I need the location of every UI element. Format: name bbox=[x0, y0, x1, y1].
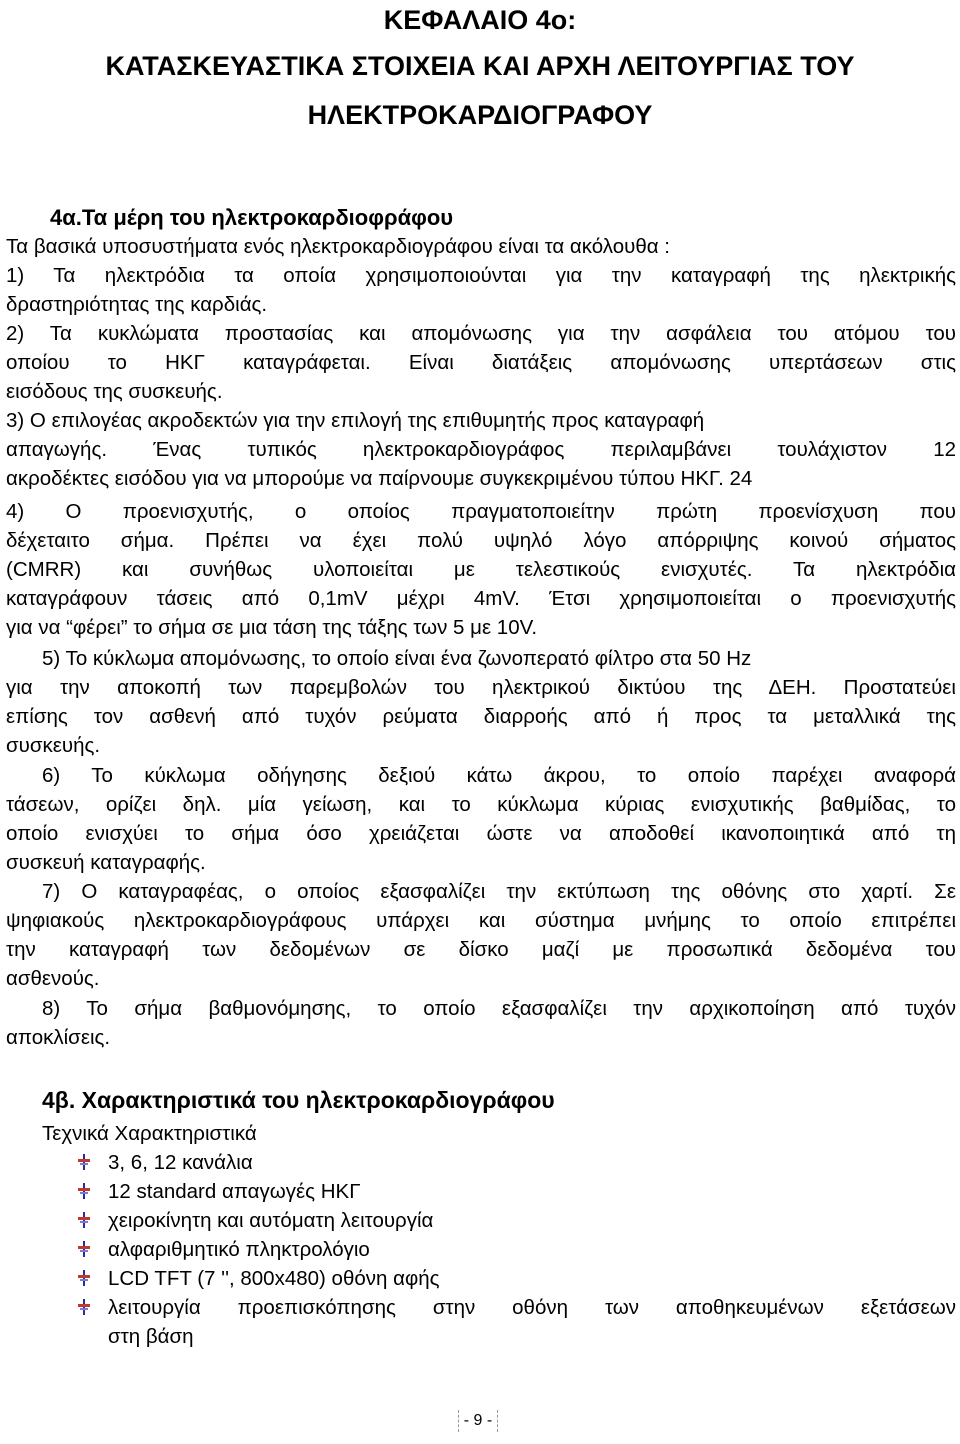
paragraph-line: ασθενούς. bbox=[6, 967, 100, 990]
chapter-subtitle-line-2: ΗΛΕΚΤΡΟΚΑΡΔΙΟΓΡΑΦΟΥ bbox=[307, 100, 653, 130]
pushpin-bullet-icon bbox=[76, 1212, 92, 1228]
paragraph-line: συσκευή καταγραφής. bbox=[6, 851, 206, 874]
paragraph-line: Τα βασικά υποσυστήματα ενός ηλεκτροκαρδιογράφου είναι τα ακόλουθα : bbox=[6, 235, 670, 258]
chapter-title: ΚΕΦΑΛΑΙΟ 4ο: bbox=[383, 5, 577, 35]
section-4b-heading: 4β. Χαρακτηριστικά του ηλεκτροκαρδιογράφου bbox=[42, 1087, 555, 1113]
paragraph-line: 8) Το σήμα βαθμονόμησης, το οποίο εξασφαλίζει την αρχικοποίηση από τυχόν bbox=[42, 997, 956, 1020]
paragraph-line: εισόδους της συσκευής. bbox=[6, 380, 223, 403]
paragraph-line: 2) Τα κυκλώματα προστασίας και απομόνωσης για την ασφάλεια του ατόμου του bbox=[6, 322, 956, 345]
chapter-subtitle-line-1: ΚΑΤΑΣΚΕΥΑΣΤΙΚΑ ΣΤΟΙΧΕΙΑ ΚΑΙ ΑΡΧΗ ΛΕΙΤΟΥΡΓΙΑΣ ΤΟΥ bbox=[105, 51, 855, 81]
paragraph-line: 7) Ο καταγραφέας, ο οποίος εξασφαλίζει την εκτύπωση της οθόνης στο χαρτί. Σε bbox=[42, 880, 956, 903]
paragraph-line: για να “φέρει” το σήμα σε μια τάση της τάξης των 5 με 10V. bbox=[6, 616, 538, 639]
pushpin-bullet-icon bbox=[76, 1299, 92, 1315]
paragraph-line: ακροδέκτες εισόδου για να μπορούμε να παίρνουμε συγκεκριμένου τύπου ΗΚΓ. 24 bbox=[6, 467, 753, 490]
list-item-label: λειτουργία προεπισκόπησης στην οθόνη των αποθηκευμένων εξετάσεων bbox=[108, 1296, 956, 1319]
paragraph-line: οποίου το ΗΚΓ καταγράφεται. Είναι διατάξεις απομόνωσης υπερτάσεων στις bbox=[6, 351, 956, 374]
paragraph-line: 6) Το κύκλωμα οδήγησης δεξιού κάτω άκρου, το οποίο παρέχει αναφορά bbox=[42, 764, 956, 787]
paragraph-line: καταγράφουν τάσεις από 0,1mV μέχρι 4mV. Έτσι χρησιμοποιείται ο προενισχυτής bbox=[6, 587, 956, 610]
list-item-label: στη βάση bbox=[108, 1325, 194, 1348]
list-item-label: 12 standard απαγωγές ΗΚΓ bbox=[108, 1180, 361, 1203]
paragraph-line: (CMRR) και συνήθως υλοποιείται με τελεστικούς ενισχυτές. Τα ηλεκτρόδια bbox=[6, 558, 956, 581]
paragraph-line: επίσης τον ασθενή από τυχόν ρεύματα διαρροής από ή προς τα μεταλλικά της bbox=[6, 705, 956, 728]
paragraph-line: 5) Το κύκλωμα απομόνωσης, το οποίο είναι ένα ζωνοπερατό φίλτρο στα 50 Hz bbox=[42, 647, 752, 670]
pushpin-bullet-icon bbox=[76, 1183, 92, 1199]
paragraph-line: οποίο ενισχύει το σήμα όσο χρειάζεται ώστε να αποδοθεί ικανοποιητικά από τη bbox=[6, 822, 956, 845]
list-item-label: LCD TFT (7 '', 800x480) οθόνη αφής bbox=[108, 1267, 440, 1290]
paragraph-line: για την αποκοπή των παρεμβολών του ηλεκτρικού δικτύου της ΔΕΗ. Προστατεύει bbox=[6, 676, 956, 699]
paragraph-line: 1) Τα ηλεκτρόδια τα οποία χρησιμοποιούνται για την καταγραφή της ηλεκτρικής bbox=[6, 264, 956, 287]
paragraph-line: δραστηριότητας της καρδιάς. bbox=[6, 293, 268, 316]
list-item-label: 3, 6, 12 κανάλια bbox=[108, 1151, 253, 1174]
page-number: - 9 - bbox=[458, 1410, 498, 1432]
paragraph-line: την καταγραφή των δεδομένων σε δίσκο μαζί με προσωπικά δεδομένα του bbox=[6, 938, 956, 961]
section-4a-heading: 4α.Τα μέρη του ηλεκτροκαρδιοφράφου bbox=[50, 205, 454, 230]
paragraph-line: τάσεων, ορίζει δηλ. μία γείωση, και το κύκλωμα κύριας ενισχυτικής βαθμίδας, το bbox=[6, 793, 956, 816]
pushpin-bullet-icon bbox=[76, 1270, 92, 1286]
paragraph-line: απαγωγής. Ένας τυπικός ηλεκτροκαρδιογράφος περιλαμβάνει τουλάχιστον 12 bbox=[6, 438, 956, 461]
pushpin-bullet-icon bbox=[76, 1154, 92, 1170]
list-item-label: χειροκίνητη και αυτόματη λειτουργία bbox=[108, 1209, 434, 1232]
list-item-label: αλφαριθμητικό πληκτρολόγιο bbox=[108, 1238, 370, 1261]
paragraph-line: δέχεταιτο σήμα. Πρέπει να έχει πολύ υψηλό λόγο απόρριψης κοινού σήματος bbox=[6, 529, 956, 552]
paragraph-line: συσκευής. bbox=[6, 734, 101, 757]
technical-specs-subheading: Τεχνικά Χαρακτηριστικά bbox=[42, 1122, 257, 1145]
pushpin-bullet-icon bbox=[76, 1241, 92, 1257]
paragraph-line: 3) Ο επιλογέας ακροδεκτών για την επιλογή της επιθυμητής προς καταγραφή bbox=[6, 409, 705, 432]
paragraph-line: αποκλίσεις. bbox=[6, 1026, 111, 1049]
paragraph-line: 4) Ο προενισχυτής, ο οποίος πραγματοποιείτην πρώτη προενίσχυση που bbox=[6, 500, 956, 523]
paragraph-line: ψηφιακούς ηλεκτροκαρδιογράφους υπάρχει και σύστημα μνήμης το οποίο επιτρέπει bbox=[6, 909, 956, 932]
